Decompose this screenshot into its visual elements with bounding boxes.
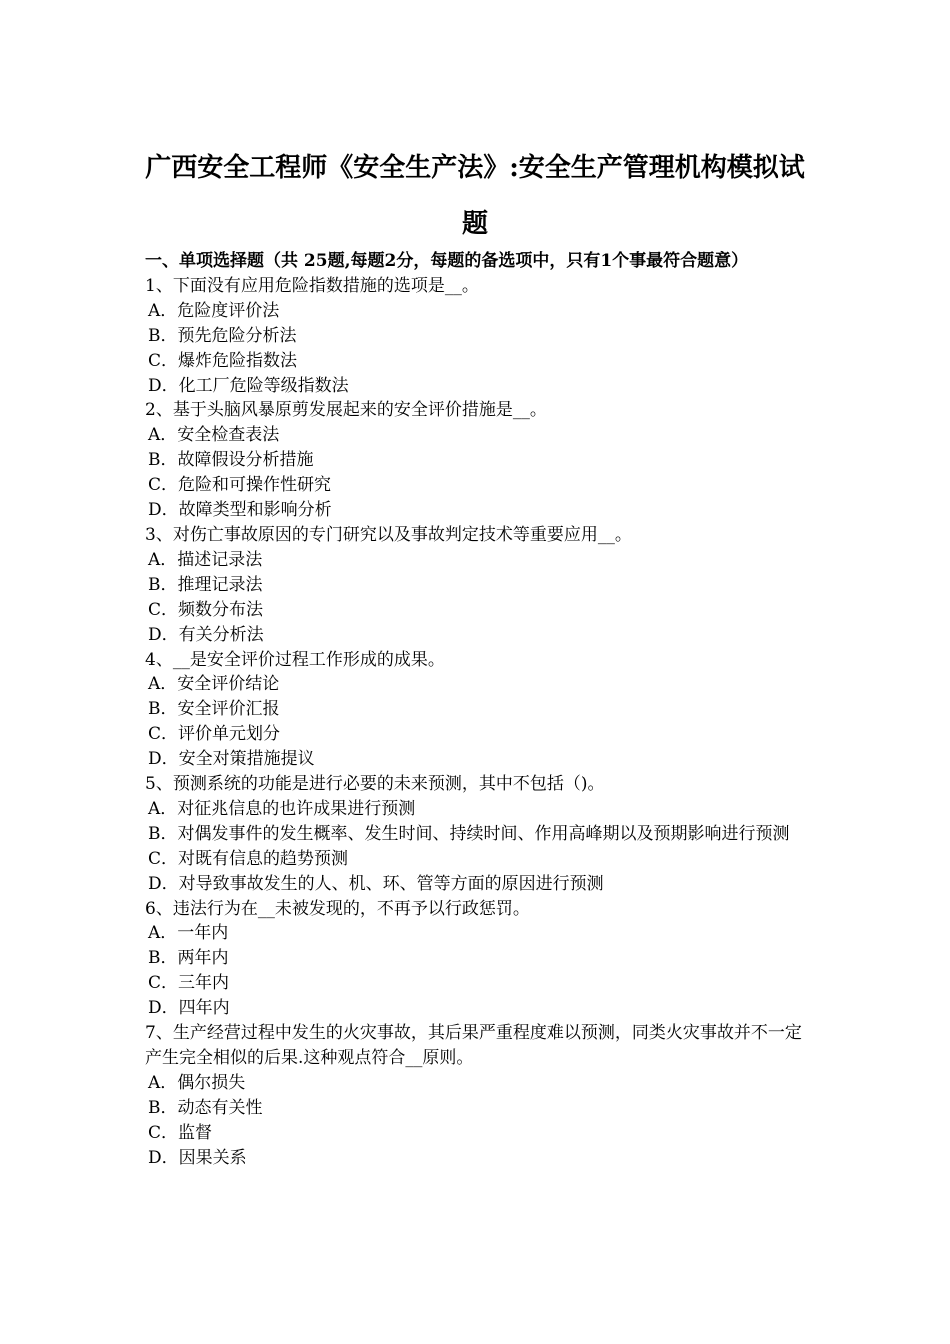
option-d: D．有关分析法	[148, 624, 264, 645]
option-b: B．安全评价汇报	[148, 699, 280, 720]
question-5	[145, 772, 810, 897]
option-d: D．因果关系	[148, 1147, 247, 1168]
option-a: A．危险度评价法	[148, 300, 280, 321]
question-6	[145, 897, 810, 1022]
option-c: C．三年内	[148, 973, 230, 994]
document-title: 广西安全工程师《安全生产法》:安全生产管理机构模拟试题	[145, 153, 805, 239]
option-c: C．危险和可操作性研究	[148, 475, 332, 496]
question-4	[145, 648, 810, 773]
option-b: B．推理记录法	[148, 574, 263, 595]
question-stem: 5、预测系统的功能是进行必要的未来预测，其中不包括（)。	[145, 774, 605, 795]
option-d: D．安全对策措施提议	[148, 749, 315, 770]
section-heading: 一、单项选择题（共 25题,每题2分，每题的备选项中，只有1个事最符合题意）	[145, 251, 749, 271]
question-1	[145, 274, 810, 399]
option-a: A．安全检查表法	[148, 425, 280, 446]
option-a: A．一年内	[148, 923, 229, 944]
option-b: B．动态有关性	[148, 1097, 263, 1118]
option-c: C．频数分布法	[148, 599, 264, 620]
question-stem: 1、下面没有应用危险指数措施的选项是__。	[145, 275, 479, 296]
option-a: A．安全评价结论	[148, 674, 280, 695]
option-d: D．四年内	[148, 998, 230, 1019]
question-stem: 4、__是安全评价过程工作形成的成果。	[145, 649, 445, 670]
option-c: C．对既有信息的趋势预测	[148, 848, 349, 869]
option-d: D．故障类型和影响分析	[148, 500, 332, 521]
option-a: A．描述记录法	[148, 549, 263, 570]
option-d: D．对导致事故发生的人、机、环、管等方面的原因进行预测	[148, 873, 604, 894]
option-a: A．对征兆信息的也许成果进行预测	[148, 798, 416, 819]
option-c: C．监督	[148, 1122, 213, 1143]
option-a: A．偶尔损失	[148, 1072, 246, 1093]
question-stem: 3、对伤亡事故原因的专门研究以及事故判定技术等重要应用__。	[145, 524, 632, 545]
option-b: B．预先危险分析法	[148, 325, 297, 346]
option-c: C．评价单元划分	[148, 724, 281, 745]
option-b: B．故障假设分析措施	[148, 450, 314, 471]
option-b: B．对偶发事件的发生概率、发生时间、持续时间、作用高峰期以及预期影响进行预测	[148, 823, 790, 844]
question-stem: 7、生产经营过程中发生的火灾事故，其后果严重程度难以预测，同类火灾事故并不一定产生完全相似的后果.这种观点符合__原则。	[145, 1023, 802, 1068]
question-3	[145, 523, 810, 648]
option-c: C．爆炸危险指数法	[148, 350, 298, 371]
question-7	[145, 1021, 810, 1170]
option-d: D．化工厂危险等级指数法	[148, 375, 349, 396]
document-body	[145, 249, 810, 1171]
question-2	[145, 398, 810, 523]
question-stem: 2、基于头脑风暴原剪发展起来的安全评价措施是__。	[145, 400, 547, 421]
option-b: B．两年内	[148, 948, 229, 969]
question-stem: 6、违法行为在__未被发现的，不再予以行政惩罚。	[145, 898, 530, 919]
